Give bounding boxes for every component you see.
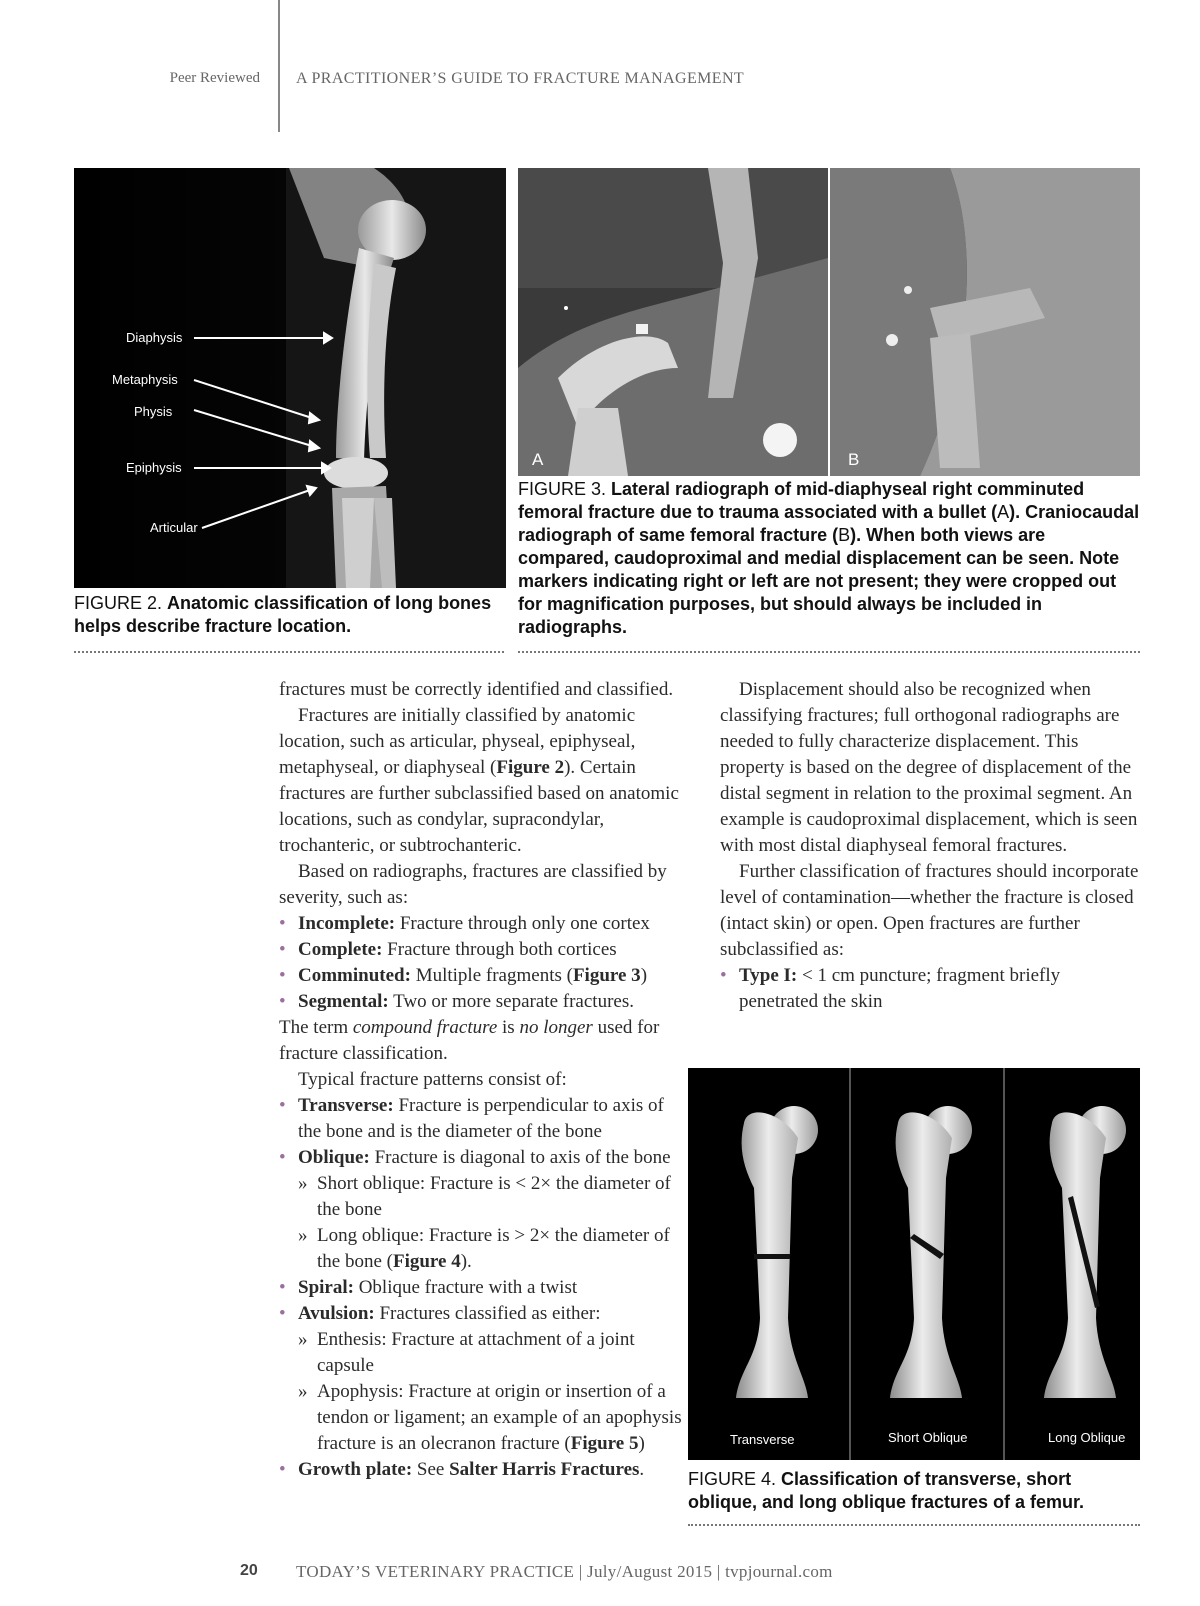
figure-3-divider [518,651,1140,653]
paragraph: Displacement should also be recognized when classifying fractures; full orthogonal radiographs are needed to fully characterize displacement. This property is based on the degree of displacement of the distal segment in relation to the proximal segment. An example is caudoproximal displacement, which is seen with most distal diaphyseal femoral fractures. [720,679,1138,856]
lateral-radiograph-image [518,168,828,476]
paragraph: Typical fracture patterns consist of: [298,1069,567,1090]
figure-2-divider [74,651,504,653]
label-short-oblique: Short Oblique [888,1430,968,1445]
list-item: • Complete: Fracture through both cortices [279,939,617,960]
panel-b-label: B [848,450,860,469]
page-number: 20 [240,1562,258,1579]
figure-4-femur-models [688,1068,1140,1460]
figure-3-radiograph-a [518,168,828,476]
paragraph: The term compound fracture is no longer used for fracture classification. [279,1017,660,1064]
figure-2-radiograph [74,168,506,588]
sub-list-item: » Enthesis: Fracture at attachment of a joint capsule [298,1329,635,1376]
femur-fracture-types-image [688,1068,1140,1460]
label-metaphysis: Metaphysis [112,372,178,387]
label-epiphysis: Epiphysis [126,460,182,475]
paragraph: Based on radiographs, fractures are classified by severity, such as: [279,861,667,908]
craniocaudal-radiograph-image [830,168,1140,476]
figure-2-caption-text: Anatomic classification of long bones helps describe fracture location. [74,593,492,636]
header-divider [278,0,280,132]
figure-3-caption-part1: Lateral radiograph of mid-diaphyseal right comminuted femoral fracture due to trauma associated with a bullet ( [518,479,1085,522]
list-item: • Oblique: Fracture is diagonal to axis of the bone [279,1147,671,1168]
right-text-column [720,677,1142,1015]
paragraph: fractures must be correctly identified and classified. [279,679,674,700]
label-diaphysis: Diaphysis [126,330,183,345]
sub-list-item: » Apophysis: Fracture at origin or insertion of a tendon or ligament; an example of an apophysis fracture is an olecranon fracture (Figure 5) [298,1381,682,1454]
list-item: • Incomplete: Fracture through only one cortex [279,913,650,934]
list-item: • Avulsion: Fractures classified as either: [279,1303,601,1324]
sub-list-item: » Long oblique: Fracture is > 2× the diameter of the bone (Figure 4). [298,1225,670,1272]
left-text-column [279,677,684,1483]
figure-3-caption-part3: ). When both views are compared, caudoproximal and medial displacement can be seen. Note markers indicating right or left are not present; they were cropped out for magnification purposes, but should always be included in radiographs. [518,525,1120,637]
list-item: • Spiral: Oblique fracture with a twist [279,1277,578,1298]
figure-2-caption [74,592,504,638]
label-articular: Articular [150,520,198,535]
figure-3-caption-prefix: FIGURE 3. [518,479,607,499]
paragraph: Further classification of fractures should incorporate level of contamination—whether the fracture is closed (intact skin) or open. Open fractures are further subclassified as: [720,861,1139,960]
figure-3-caption-part2: ). Craniocaudal radiograph of same femoral fracture ( [518,502,1140,545]
list-item: • Comminuted: Multiple fragments (Figure 3) [279,965,648,986]
figure-3-radiograph-b [830,168,1140,476]
figure-3-caption-ref-a: A [997,502,1010,522]
list-item: • Transverse: Fracture is perpendicular to axis of the bone and is the diameter of the bone [279,1095,664,1142]
footer-publication: TODAY’S VETERINARY PRACTICE | July/August 2015 | tvpjournal.com [296,1562,833,1581]
paragraph: Fractures are initially classified by anatomic location, such as articular, physeal, epiphyseal, metaphyseal, or diaphyseal (Figure 2). Certain fractures are further subclassified based on anatomic locations, such as condylar, supracondylar, trochanteric, or subtrochanteric. [279,705,679,856]
label-transverse: Transverse [730,1432,795,1447]
section-label: Peer Reviewed [169,70,260,86]
figure-3-caption [518,478,1140,639]
sub-list-item: » Short oblique: Fracture is < 2× the diameter of the bone [298,1173,671,1220]
figure-4-caption-text: Classification of transverse, short oblique, and long oblique fractures of a femur. [688,1469,1085,1512]
label-physis: Physis [134,404,173,419]
figure-4-caption [688,1468,1140,1514]
figure-2-caption-prefix: FIGURE 2. [74,593,163,613]
list-item: • Type I: < 1 cm puncture; fragment briefly penetrated the skin [720,965,1061,1012]
panel-a-label: A [532,450,544,469]
figure-4-divider [688,1524,1140,1526]
label-long-oblique: Long Oblique [1048,1430,1126,1445]
list-item: • Segmental: Two or more separate fractures. [279,991,634,1012]
figure-3-caption-ref-b: B [838,525,851,545]
figure-4-caption-prefix: FIGURE 4. [688,1469,777,1489]
list-item: • Growth plate: See Salter Harris Fractures. [279,1459,645,1480]
running-title: A PRACTITIONER’S GUIDE TO FRACTURE MANAGEMENT [296,70,745,87]
